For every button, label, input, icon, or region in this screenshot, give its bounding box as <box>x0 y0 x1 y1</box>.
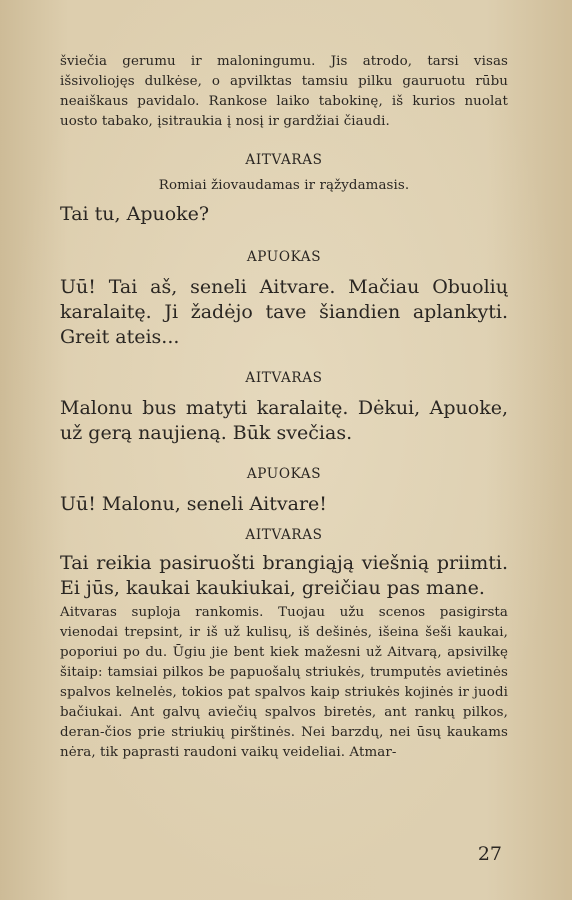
dialogue-line: Uū! Tai aš, seneli Aitvare. Mačiau Obuolių karalaitę. Ji žadėjo tave šiandien aplankyti. Greit ateis... <box>60 276 508 348</box>
dialogue-line: Tai reikia pasiruošti brangiąją viešnią priimti. Ei jūs, kaukai kaukiukai, greičiau pas mane. <box>60 552 508 599</box>
speaker-name: AITVARAS <box>245 370 323 386</box>
speaker-name: APUOKAS <box>246 466 322 482</box>
intro-stage-direction: šviečia gerumu ir maloningumu. Jis atrodo, tarsi visas išsivoliojęs dulkėse, o apvilktas tamsiu pilku gauruotu rūbu neaiškaus pavidalo. Rankose laiko tabokinę, iš kurios nuolat uosto tabako, įsitraukia į nosį ir gardžiai čiaudi. <box>60 54 508 129</box>
speaker-name: AITVARAS <box>245 527 323 543</box>
dialogue-line: Malonu bus matyti karalaitę. Dėkui, Apuoke, už gerą naujieną. Būk svečias. <box>60 397 508 444</box>
closing-stage-direction: Aitvaras suploja rankomis. Tuojau užu scenos pasigirsta vienodai trepsint, ir iš už kulisų, iš dešinės, išeina šeši kaukai, poporiui po du. Ūgiu jie bent kiek mažesni už Aitvarą, apsivilkę šitaip: tamsiai pilkos be papuošalų striukės, trumputės avietinės spalvos kelnelės, tokios pat spalvos kaip striukės kojinės ir juodi bačiukai. Ant galvų aviečių spalvos biretės, ant rankų pilkos, deran-čios prie striukių pirštinės. Nei barzdų, nei ūsų kaukams nėra, tik paprasti raudoni vaikų veideliai. Atmar- <box>60 605 508 760</box>
page-number: 27 <box>477 843 502 865</box>
speaker-name: AITVARAS <box>245 152 323 168</box>
stage-direction: Romiai žiovaudamas ir rąžydamasis. <box>158 178 410 193</box>
dialogue-line: Tai tu, Apuoke? <box>60 203 210 225</box>
speaker-name: APUOKAS <box>246 249 322 265</box>
dialogue-line: Uū! Malonu, seneli Aitvare! <box>60 493 327 515</box>
